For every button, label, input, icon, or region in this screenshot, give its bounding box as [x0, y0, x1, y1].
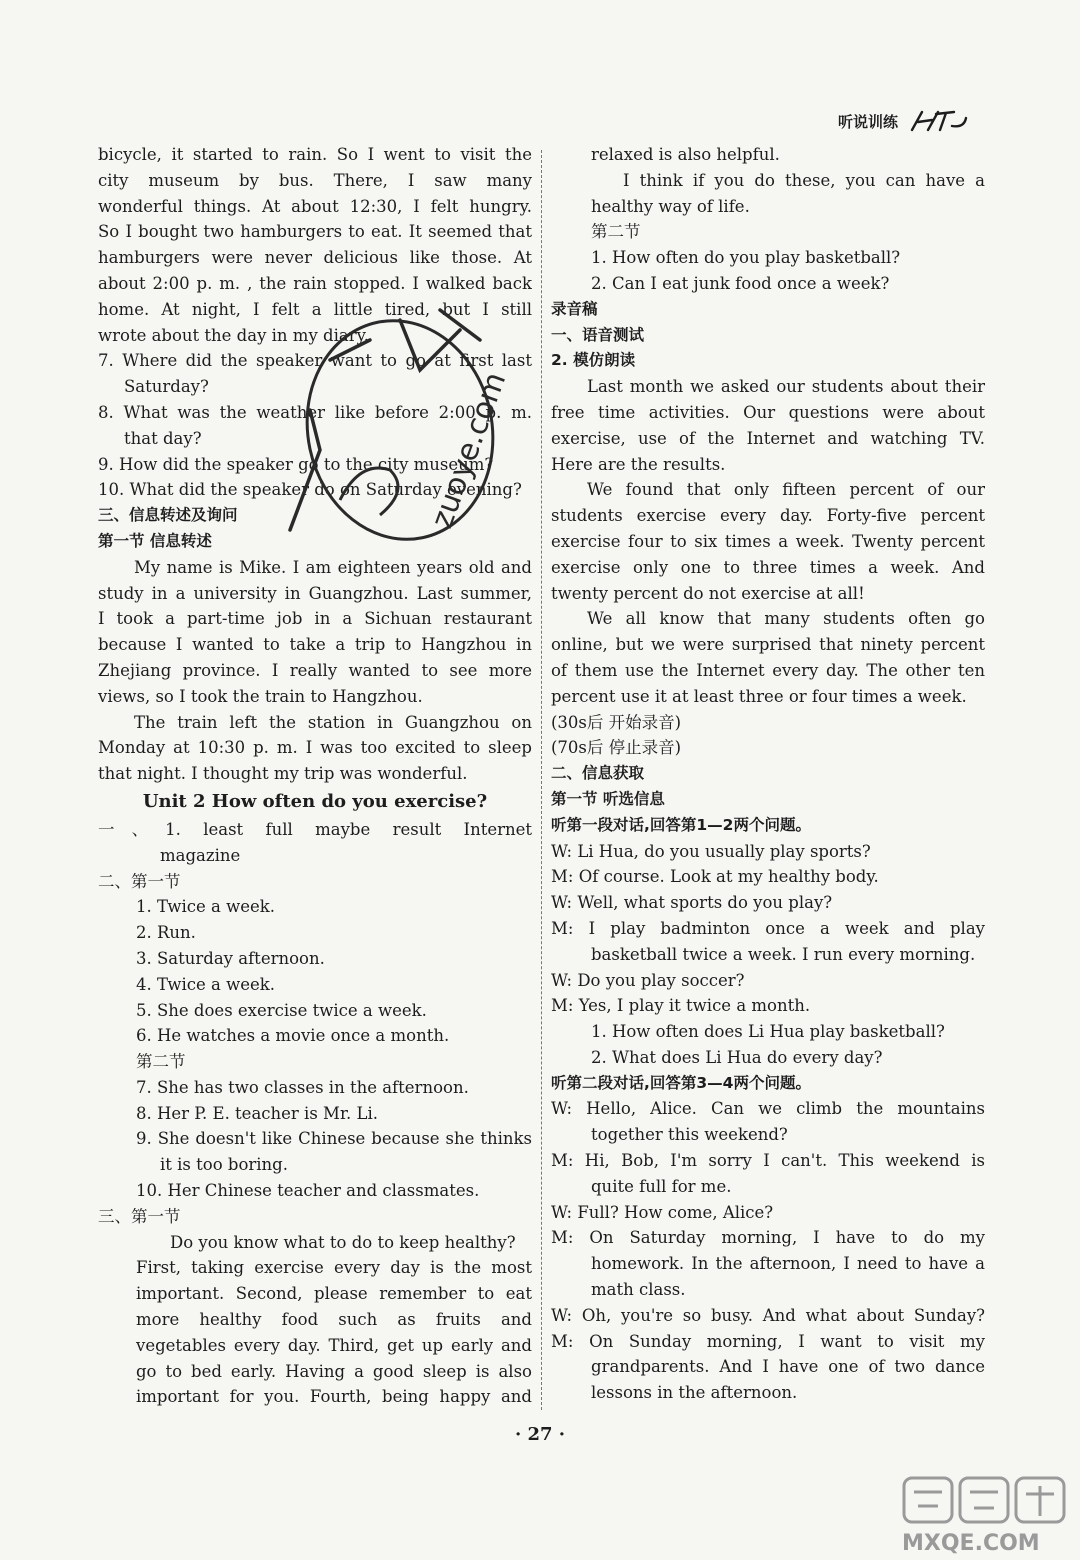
text-line: Zhejiang province. I really wanted to see more: [98, 660, 532, 680]
section-heading: 2. 模仿朗读: [551, 351, 636, 370]
answer-line: 2. Run.: [136, 923, 196, 943]
dialogue-line: W: Oh, you're so busy. And what about Sunday?: [551, 1305, 985, 1325]
answer-line: 8. Her P. E. teacher is Mr. Li.: [136, 1103, 378, 1123]
question-line: 8. What was the weather like before 2:00 p. m.: [98, 402, 532, 422]
section-heading: 三、信息转述及询问: [98, 506, 238, 525]
section-heading: 二、信息获取: [551, 764, 645, 783]
text-line: bicycle, it started to rain. So I went to visit the: [98, 145, 532, 164]
dialogue-line: quite full for me.: [591, 1176, 732, 1196]
dialogue-line: W: Do you play soccer?: [551, 970, 745, 990]
dialogue-line: lessons in the afternoon.: [591, 1383, 798, 1403]
text-line: relaxed is also helpful.: [591, 145, 780, 164]
text-line: free time activities. Our questions were about: [551, 402, 985, 422]
text-line: study in a university in Guangzhou. Last summer,: [98, 583, 532, 603]
text-line: We all know that many students often go: [587, 609, 985, 629]
question-line: that day?: [124, 428, 202, 448]
text-line: city museum by bus. There, I saw many: [98, 170, 532, 190]
answer-line: magazine: [160, 845, 241, 865]
dialogue-line: W: Hello, Alice. Can we climb the mountains: [551, 1099, 985, 1119]
watermark-logo-icon: [890, 1472, 1080, 1560]
section-heading: 一、语音测试: [551, 325, 645, 344]
text-line: vegetables every day. Third, get up early and: [136, 1335, 532, 1355]
dialogue-line: M: Hi, Bob, I'm sorry I can't. This weekend is: [551, 1151, 985, 1171]
section-heading: 第一节 信息转述: [98, 531, 212, 550]
text-line: Do you know what to do to keep healthy?: [170, 1232, 516, 1252]
answer-line: 9. She doesn't like Chinese because she thinks: [136, 1129, 532, 1149]
text-line: Here are the results.: [551, 454, 726, 474]
text-line: go to bed early. Having a good sleep is also: [136, 1361, 532, 1381]
question-line: 2. Can I eat junk food once a week?: [591, 273, 890, 293]
watermark-text: MXQE.COM: [902, 1531, 1040, 1556]
text-line: exercise, use of the Internet and watching TV.: [551, 428, 985, 448]
text-line: So I bought two hamburgers to eat. It seemed that: [98, 222, 532, 242]
right-column: [551, 142, 985, 1406]
text-line: views, so I took the train to Hangzhou.: [98, 686, 423, 706]
text-line: important. Second, please remember to eat: [136, 1284, 532, 1304]
text-line: more healthy food such as fruits and: [136, 1310, 532, 1330]
question-line: 2. What does Li Hua do every day?: [591, 1047, 883, 1067]
question-line: 1. How often does Li Hua play basketball?: [591, 1022, 945, 1042]
section-heading: 第一节 听选信息: [551, 789, 665, 808]
answer-line: 10. Her Chinese teacher and classmates.: [136, 1181, 480, 1201]
text-line: healthy way of life.: [591, 196, 750, 216]
text-line: wrote about the day in my diary.: [98, 325, 369, 345]
dialogue-line: M: I play badminton once a week and play: [551, 918, 985, 938]
text-line: wonderful things. At about 12:30, I felt hungry.: [98, 196, 532, 216]
text-line: First, taking exercise every day is the most: [136, 1258, 532, 1278]
section-heading: 听第二段对话,回答第3—4两个问题。: [551, 1073, 811, 1092]
text-line: because I wanted to take a trip to Hangzhou in: [98, 635, 532, 655]
text-line: online, but we were surprised that ninety percent: [551, 635, 985, 655]
answer-line: 4. Twice a week.: [136, 974, 276, 994]
handwritten-stamp-icon: [250, 300, 560, 560]
dialogue-line: M: Of course. Look at my healthy body.: [551, 867, 879, 887]
answer-line: it is too boring.: [160, 1155, 288, 1175]
dialogue-line: M: Yes, I play it twice a month.: [551, 996, 811, 1016]
question-line: 10. What did the speaker do on Saturday evening?: [98, 480, 522, 500]
answer-line: 3. Saturday afternoon.: [136, 948, 325, 968]
answer-line: 7. She has two classes in the afternoon.: [136, 1077, 469, 1097]
text-line: home. At night, I felt a little tired, but I still: [98, 299, 532, 319]
dialogue-line: M: On Saturday morning, I have to do my: [551, 1228, 985, 1248]
text-line: Monday at 10:30 p. m. I was too excited to sleep: [98, 738, 532, 758]
recording-note: (70s后 停止录音): [551, 738, 682, 758]
text-line: percent use it at least three or four times a week.: [551, 686, 967, 706]
text-line: Last month we asked our students about their: [587, 377, 985, 397]
text-line: We found that only fifteen percent of our: [587, 480, 985, 500]
text-line: I took a part-time job in a Sichuan restaurant: [98, 609, 532, 629]
text-line: exercise four to six times a week. Twenty percent: [551, 531, 985, 551]
dialogue-line: together this weekend?: [591, 1125, 788, 1145]
question-line: Saturday?: [124, 377, 209, 397]
header-title: 听说训练: [837, 112, 898, 131]
dialogue-line: grandparents. And I have one of two dance: [591, 1357, 985, 1377]
text-line: The train left the station in Guangzhou on: [134, 712, 532, 732]
text-line: important for you. Fourth, being happy and: [136, 1387, 532, 1407]
dialogue-line: W: Li Hua, do you usually play sports?: [551, 841, 871, 861]
answer-line: 一、1. least full maybe result Internet: [98, 819, 532, 839]
dialogue-line: homework. In the afternoon, I need to have a: [591, 1254, 985, 1274]
text-line: students exercise every day. Forty-five percent: [551, 506, 985, 526]
text-line: about 2:00 p. m. , the rain stopped. I walked back: [98, 273, 532, 293]
text-line: that night. I thought my trip was wonderful.: [98, 764, 468, 784]
section-heading: 录音稿: [551, 299, 598, 318]
text-line: of them use the Internet every day. The other ten: [551, 660, 985, 680]
answer-line: 1. Twice a week.: [136, 897, 276, 917]
dialogue-line: math class.: [591, 1280, 686, 1300]
answer-line: 6. He watches a movie once a month.: [136, 1026, 450, 1046]
section-heading: 第二节: [136, 1052, 186, 1072]
text-line: My name is Mike. I am eighteen years old and: [134, 557, 532, 577]
question-line: 9. How did the speaker go to the city museum?: [98, 454, 494, 474]
section-heading: 二、第一节: [98, 871, 181, 891]
text-line: twenty percent do not exercise at all!: [551, 583, 865, 603]
section-heading: 第二节: [591, 222, 641, 242]
unit-title: Unit 2 How often do you exercise?: [142, 790, 488, 812]
dialogue-line: basketball twice a week. I run every morning.: [591, 944, 976, 964]
dialogue-line: W: Well, what sports do you play?: [551, 893, 833, 913]
section-heading: 听第一段对话,回答第1—2两个问题。: [551, 815, 811, 834]
text-line: I think if you do these, you can have a: [623, 170, 985, 190]
dialogue-line: W: Full? How come, Alice?: [551, 1202, 774, 1222]
recording-note: (30s后 开始录音): [551, 712, 682, 732]
page-number: · 27 ·: [514, 1424, 566, 1445]
answer-line: 5. She does exercise twice a week.: [136, 1000, 427, 1020]
section-heading: 三、第一节: [98, 1206, 181, 1226]
question-line: 7. Where did the speaker want to go at first last: [98, 351, 532, 371]
text-line: hamburgers were never delicious like those. At: [98, 248, 532, 268]
text-line: exercise only one to three times a week. And: [551, 557, 985, 577]
brand-logo-icon: [906, 108, 968, 134]
stamp-text: zuoye.com: [424, 367, 514, 533]
dialogue-line: M: On Sunday morning, I want to visit my: [551, 1331, 985, 1351]
page-header: [838, 108, 968, 134]
question-line: 1. How often do you play basketball?: [591, 248, 901, 268]
